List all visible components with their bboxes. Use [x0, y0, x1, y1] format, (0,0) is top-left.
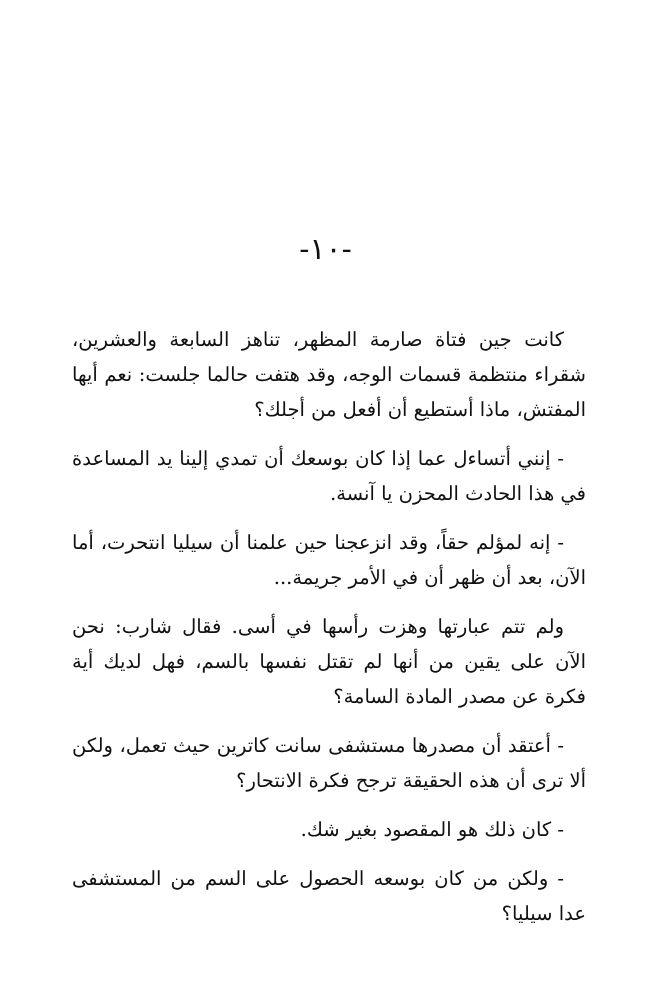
chapter-number: -١٠- — [299, 232, 352, 267]
paragraph-1: كانت جين فتاة صارمة المظهر، تناهز السابعة والعشرين، شقراء منتظمة قسمات الوجه، وقد هتفت حالما جلست: نعم أيها المفتش، ماذا أستطيع أن أفعل من أجلك؟ — [72, 328, 586, 421]
paragraph-7: - ولكن من كان بوسعه الحصول على السم من المستشفى عدا سيليا؟ — [72, 867, 586, 925]
page-body-text — [72, 322, 586, 945]
paragraph-4: ولم تتم عبارتها وهزت رأسها في أسى. فقال شارب: نحن الآن على يقين من أنها لم تقتل نفسها بالسم، فهل لديك أية فكرة عن مصدر المادة السامة؟ — [72, 615, 586, 708]
paragraph-2: - إنني أتساءل عما إذا كان بوسعك أن تمدي إلينا يد المساعدة في هذا الحادث المحزن يا آنسة. — [72, 447, 586, 505]
paragraph-5: - أعتقد أن مصدرها مستشفى سانت كاترين حيث تعمل، ولكن ألا ترى أن هذه الحقيقة ترجح فكرة الانتحار؟ — [72, 734, 586, 792]
paragraph-6: - كان ذلك هو المقصود بغير شك. — [300, 818, 564, 841]
paragraph-3: - إنه لمؤلم حقاً، وقد انزعجنا حين علمنا أن سيليا انتحرت، أما الآن، بعد أن ظهر أن في الأمر جريمة... — [72, 531, 586, 589]
